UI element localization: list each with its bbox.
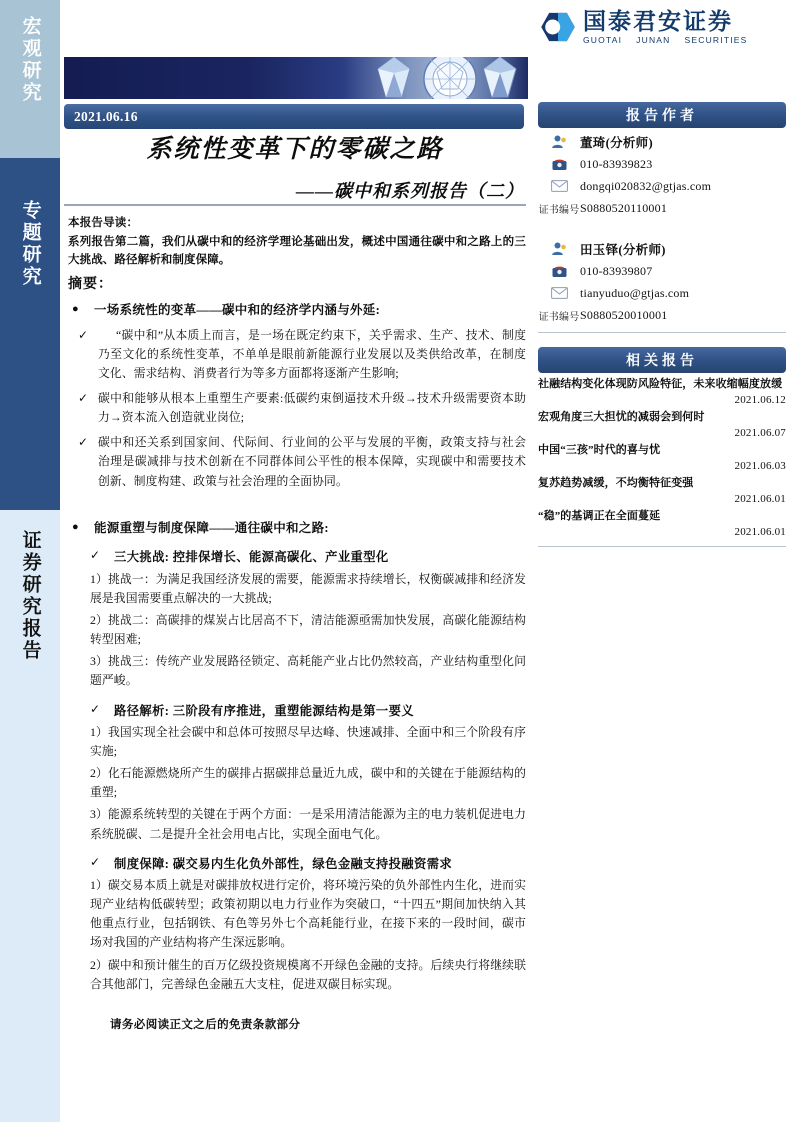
author-name-row <box>538 131 786 153</box>
cert-label: 证书编号 <box>538 204 580 216</box>
author-name-row <box>538 238 786 260</box>
lead-text: 系列报告第二篇，我们从碳中和的经济学理论基础出发，概述中国通往碳中和之路上的三大挑战、路径解析和制度保障。 <box>68 235 526 267</box>
author-1-cert: S0880520110001 <box>580 200 668 215</box>
section-1-check-text-1: “碳中和”从本质上而言，是一场在既定约束下，关乎需求、生产、技术、制度乃至文化的系统性变革，不单单是眼前新能源行业发展以及类供给改革，在制度文化、需求结构、消费者行为等多方面都将逐渐产生影响; <box>98 327 526 381</box>
abstract-label: 摘要： <box>68 277 113 293</box>
section-2-group-1-title: 三大挑战: 控排保增长、能源高碳化、产业重型化 <box>114 550 389 565</box>
related-report-date: 2021.06.12 <box>734 393 786 406</box>
section-2-group-3-heading-row <box>90 855 526 873</box>
related-report-date: 2021.06.03 <box>734 459 786 472</box>
author-1-email[interactable]: dongqi020832@gtjas.com <box>580 178 712 193</box>
disclaimer-note: 请务必阅读正文之后的免责条款部分 <box>110 1018 301 1031</box>
person-icon <box>538 134 580 150</box>
author-cert-row <box>538 304 786 326</box>
related-report-date: 2021.06.01 <box>734 525 786 538</box>
logo-en-word-2: JUNAN <box>636 34 671 45</box>
section-1-check-text-3: 碳中和还关系到国家间、代际间、行业间的公平与发展的平衡，政策支持与社会治理是碳减排与技术创新在不同群体间公平性的根本保障，实现碳中和需要技术创新、制度构建、政策与社会治理的全面协同。 <box>98 435 526 488</box>
section-2-group-2-para-1: 1）我国实现全社会碳中和总体可按照尽早达峰、快速减排、全面中和三个阶段有序实施; <box>90 724 526 759</box>
sidebar-block-securities-research-report <box>0 510 60 1122</box>
check-icon: ✓ <box>77 327 89 342</box>
section-2-group-2-para-3: 3）能源系统转型的关键在于两个方面：一是采用清洁能源为主的电力装机促进电力系统脱碳、二是提升全社会用电占比，实现全面电气化。 <box>90 807 526 841</box>
section-1-check-item <box>68 433 526 490</box>
author-block <box>538 131 786 219</box>
bullet-dot-icon: ● <box>72 520 79 533</box>
related-report-item[interactable] <box>538 410 786 439</box>
author-2-email[interactable]: tianyuduo@gtjas.com <box>580 285 690 300</box>
page-title: 系统性变革下的零碳之路 <box>146 136 444 163</box>
author-1-name: 董琦(分析师) <box>580 136 653 150</box>
envelope-icon <box>538 180 580 192</box>
person-icon <box>538 241 580 257</box>
envelope-icon <box>538 287 580 299</box>
author-2-name: 田玉铎(分析师) <box>580 243 666 257</box>
gem-right-icon <box>482 57 518 99</box>
check-icon: ✓ <box>90 548 101 563</box>
section-2-heading: 能源重塑与制度保障——通往碳中和之路: <box>94 520 329 535</box>
logo-chinese-name: 国泰君安证券 <box>583 8 733 34</box>
section-2-group-1-para-3: 3）挑战三：传统产业发展路径锁定、高耗能产业占比仍然较高，产业结构重型化问题严峻。 <box>90 654 526 688</box>
main-body <box>68 215 526 1032</box>
related-report-item[interactable] <box>538 476 786 505</box>
author-email-row <box>538 282 786 304</box>
related-report-name: 复苏趋势减缓，不均衡特征变强 <box>538 476 694 489</box>
left-sidebar <box>0 0 60 1122</box>
section-1-check-item <box>68 389 526 427</box>
title-block <box>64 133 526 203</box>
gem-left-icon <box>376 57 412 99</box>
author-cert-row <box>538 197 786 219</box>
section-2-group-1-para-1: 1）挑战一：为满足我国经济发展的需要，能源需求持续增长，权衡碳减排和经济发展是我国需要重点解决的一大挑战; <box>90 571 526 605</box>
author-phone-row <box>538 260 786 282</box>
logo-english-name <box>583 36 748 45</box>
related-reports-title: 相关报告 <box>538 347 786 373</box>
section-2-group-1-para-2: 2）挑战二：高碳排的煤炭占比居高不下，清洁能源亟需加快发展，高碳化能源结构转型困难; <box>90 613 526 647</box>
section-1-heading-row <box>68 301 526 320</box>
author-2-phone[interactable]: 010-83939807 <box>580 263 653 278</box>
title-divider <box>64 204 526 206</box>
related-report-name: 中国“三孩”时代的喜与忧 <box>538 443 661 456</box>
panel-divider <box>538 332 786 333</box>
report-date: 2021.06.16 <box>74 108 138 124</box>
section-2-heading-row <box>68 519 526 538</box>
phone-icon <box>538 158 580 171</box>
section-2-group-2-heading-row <box>90 702 526 720</box>
author-block <box>538 238 786 326</box>
author-email-row <box>538 175 786 197</box>
report-date-bar <box>64 104 524 129</box>
related-report-name: 社融结构变化体现防风险特征，未来收缩幅度放缓 <box>538 378 783 390</box>
logo-wordmark <box>583 10 748 45</box>
sidebar-block-macro-research <box>0 0 60 158</box>
right-panel <box>538 102 786 547</box>
section-gap <box>68 491 526 511</box>
section-1-check-text-2: 碳中和能够从根本上重塑生产要素:低碳约束倒逼技术升级→技术升级需要资本助力→资本流入创造就业岗位; <box>98 391 526 425</box>
lead-label: 本报告导读： <box>68 217 139 229</box>
related-panel-divider <box>538 546 786 547</box>
guotai-junan-hexagon-icon <box>540 12 576 42</box>
author-2-cert: S0880520010001 <box>580 307 668 322</box>
related-report-name: “稳”的基调正在全面蔓延 <box>538 509 661 522</box>
section-2-group-2-para-2: 2）化石能源燃烧所产生的碳排占据碳排总量近九成，碳中和的关键在于能源结构的重塑; <box>90 766 526 800</box>
section-1-check-item <box>68 326 526 383</box>
related-report-item[interactable] <box>538 377 786 406</box>
related-reports-panel <box>538 347 786 547</box>
section-2-group-3-para-1: 1）碳交易本质上就是对碳排放权进行定价，将环境污染的负外部性内生化，进而实现产业结构低碳转型；政策初期以电力行业作为突破口，“十四五”期间加快纳入其他重点行业，包括钢铁、有色等另外七个高耗能行业，在接下来的一段时间，碳市场对我国的产业结构将产生深远影响。 <box>90 878 526 950</box>
gem-center-round-icon <box>422 57 478 99</box>
check-icon: ✓ <box>77 435 89 450</box>
author-phone-row <box>538 153 786 175</box>
section-2-group-2-title: 路径解析: 三阶段有序推进，重塑能源结构是第一要义 <box>114 703 414 718</box>
section-2-group-1-heading-row <box>90 548 526 566</box>
related-report-name: 宏观角度三大担忧的减弱会到何时 <box>538 410 705 423</box>
logo-en-word-3: SECURITIES <box>684 34 748 45</box>
authors-panel-title: 报告作者 <box>538 102 786 128</box>
page-subtitle: ——碳中和系列报告（二） <box>296 180 524 201</box>
section-1-heading: 一场系统性的变革——碳中和的经济学内涵与外延: <box>94 303 381 318</box>
check-icon: ✓ <box>90 701 101 716</box>
related-report-date: 2021.06.07 <box>734 426 786 439</box>
author-gap <box>538 219 786 235</box>
sidebar-block-special-research <box>0 158 60 510</box>
phone-icon <box>538 265 580 278</box>
related-report-date: 2021.06.01 <box>734 492 786 505</box>
sidebar-label-securities-research-report: 证券研究报告 <box>19 530 41 662</box>
section-2-group-3-title: 制度保障: 碳交易内生化负外部性，绿色金融支持投融资需求 <box>114 856 453 871</box>
bullet-dot-icon: ● <box>72 303 79 316</box>
sidebar-label-special-research: 专题研究 <box>19 200 41 288</box>
check-icon: ✓ <box>77 391 89 406</box>
author-1-phone[interactable]: 010-83939823 <box>580 156 653 171</box>
related-report-item[interactable] <box>538 443 786 472</box>
cert-label: 证书编号 <box>538 311 580 323</box>
check-icon: ✓ <box>90 854 101 869</box>
diamond-banner-image <box>64 57 528 99</box>
related-report-item[interactable] <box>538 509 786 538</box>
sidebar-label-macro-research: 宏观研究 <box>19 16 41 104</box>
logo-en-word-1: GUOTAI <box>583 34 623 45</box>
section-2-group-3-para-2: 2）碳中和预计催生的百万亿级投资规模离不开绿色金融的支持。后续央行将继续联合其他部门，完善绿色金融五大支柱，促进双碳目标实现。 <box>90 957 526 991</box>
company-logo <box>540 7 787 47</box>
